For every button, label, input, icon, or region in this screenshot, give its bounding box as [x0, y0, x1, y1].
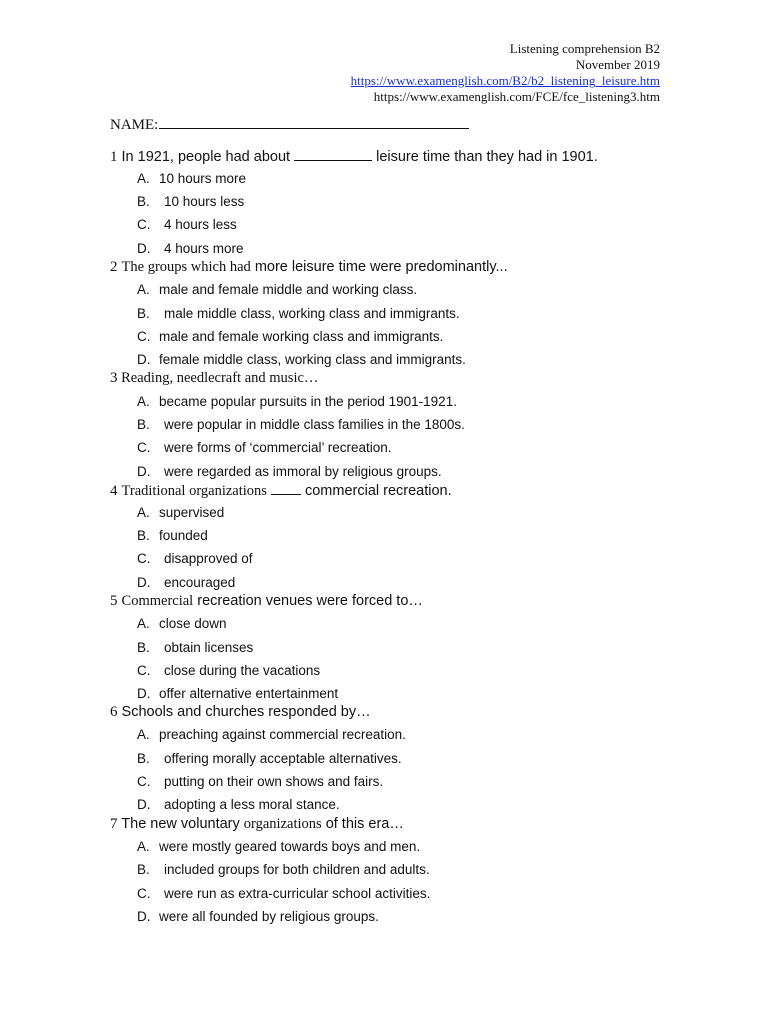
option-letter: B.	[137, 417, 150, 432]
option-1a[interactable]	[137, 171, 246, 186]
answer-blank	[271, 481, 301, 495]
question-4	[110, 481, 452, 500]
question-number: 3	[110, 370, 118, 386]
option-3a[interactable]	[137, 394, 457, 409]
header-date: November 2019	[575, 57, 660, 72]
option-3c[interactable]	[137, 440, 392, 455]
option-text: were all founded by religious groups.	[159, 909, 379, 924]
option-letter: A.	[137, 839, 150, 854]
option-6a[interactable]	[137, 727, 406, 742]
option-letter: C.	[137, 886, 151, 901]
option-letter: B.	[137, 640, 150, 655]
option-5a[interactable]	[137, 616, 227, 631]
option-2c[interactable]	[137, 329, 443, 344]
question-number: 1	[110, 149, 118, 165]
option-text: encouraged	[164, 575, 236, 590]
option-text: close during the vacations	[164, 663, 321, 678]
question-6	[110, 704, 371, 721]
option-text: 10 hours less	[164, 194, 245, 209]
question-text: The new voluntary	[121, 816, 240, 832]
option-text: were forms of ‘commercial’ recreation.	[164, 440, 392, 455]
option-letter: B.	[137, 751, 150, 766]
question-1	[110, 147, 598, 166]
option-text: were run as extra-curricular school activities.	[164, 886, 431, 901]
option-2d[interactable]	[137, 352, 466, 367]
option-text: supervised	[159, 505, 225, 520]
option-text: disapproved of	[164, 551, 253, 566]
option-letter: B.	[137, 306, 150, 321]
option-5c[interactable]	[137, 663, 320, 678]
option-letter: A.	[137, 394, 150, 409]
question-text: The groups which had	[121, 259, 251, 275]
option-letter: D.	[137, 241, 151, 256]
question-text: recreation venues were forced to…	[197, 593, 423, 609]
option-text: offering morally acceptable alternatives.	[164, 751, 402, 766]
question-text: leisure time than they had in 1901.	[376, 149, 598, 165]
question-text: of this era…	[325, 816, 404, 832]
option-text: became popular pursuits in the period 1901-1921.	[159, 394, 457, 409]
name-field	[110, 114, 469, 134]
option-5d[interactable]	[137, 686, 338, 701]
question-number: 5	[110, 593, 118, 609]
option-text: male and female working class and immigrants.	[159, 329, 444, 344]
question-number: 7	[110, 816, 118, 832]
option-text: were mostly geared towards boys and men.	[159, 839, 421, 854]
option-text: 10 hours more	[159, 171, 247, 186]
option-text: male and female middle and working class.	[159, 282, 418, 297]
option-letter: A.	[137, 727, 150, 742]
option-letter: A.	[137, 282, 150, 297]
option-letter: A.	[137, 171, 150, 186]
option-text: were popular in middle class families in the 1800s.	[164, 417, 465, 432]
question-text: organizations	[243, 816, 322, 832]
question-number: 4	[110, 483, 118, 499]
option-letter: D.	[137, 464, 151, 479]
option-1b[interactable]	[137, 194, 244, 209]
option-letter: B.	[137, 862, 150, 877]
option-4d[interactable]	[137, 575, 235, 590]
option-5b[interactable]	[137, 640, 253, 655]
option-text: obtain licenses	[164, 640, 254, 655]
option-text: included groups for both children and adults.	[164, 862, 430, 877]
answer-blank	[294, 147, 372, 161]
option-letter: C.	[137, 217, 151, 232]
option-letter: D.	[137, 352, 151, 367]
option-letter: D.	[137, 797, 151, 812]
option-letter: A.	[137, 505, 150, 520]
question-3	[110, 370, 318, 387]
header-title: Listening comprehension B2	[509, 41, 660, 56]
question-5	[110, 593, 423, 610]
option-text: 4 hours less	[164, 217, 237, 232]
option-text: founded	[159, 528, 208, 543]
name-blank[interactable]	[159, 114, 469, 129]
question-text: Reading, needlecraft and music…	[121, 370, 319, 386]
option-letter: C.	[137, 440, 151, 455]
option-letter: D.	[137, 909, 151, 924]
option-7b[interactable]	[137, 862, 430, 877]
option-4a[interactable]	[137, 505, 224, 520]
option-7d[interactable]	[137, 909, 379, 924]
option-2b[interactable]	[137, 306, 460, 321]
source-link-1[interactable]: https://www.examenglish.com/B2/b2_listening_leisure.htm	[350, 73, 660, 88]
option-letter: B.	[137, 194, 150, 209]
question-text: Schools and churches responded by…	[121, 704, 371, 720]
option-4c[interactable]	[137, 551, 253, 566]
option-text: female middle class, working class and immigrants.	[159, 352, 466, 367]
option-letter: D.	[137, 575, 151, 590]
option-7a[interactable]	[137, 839, 420, 854]
question-number: 6	[110, 704, 118, 720]
question-text: commercial recreation.	[304, 483, 452, 499]
option-letter: D.	[137, 686, 151, 701]
question-text: Commercial	[121, 593, 194, 609]
option-letter: C.	[137, 551, 151, 566]
option-text: putting on their own shows and fairs.	[164, 774, 384, 789]
option-letter: B.	[137, 528, 150, 543]
option-text: offer alternative entertainment	[159, 686, 339, 701]
document-header	[351, 41, 660, 105]
name-label: NAME:	[110, 117, 159, 133]
option-6d[interactable]	[137, 797, 340, 812]
option-letter: C.	[137, 663, 151, 678]
option-letter: A.	[137, 616, 150, 631]
option-2a[interactable]	[137, 282, 417, 297]
option-text: 4 hours more	[164, 241, 244, 256]
source-link-2: https://www.examenglish.com/FCE/fce_listening3.htm	[373, 89, 660, 104]
question-number: 2	[110, 259, 118, 275]
option-text: male middle class, working class and immigrants.	[164, 306, 460, 321]
question-7	[110, 816, 404, 833]
option-letter: C.	[137, 774, 151, 789]
option-letter: C.	[137, 329, 151, 344]
option-3b[interactable]	[137, 417, 465, 432]
option-3d[interactable]	[137, 464, 442, 479]
question-text: In 1921, people had about	[121, 149, 291, 165]
option-text: adopting a less moral stance.	[164, 797, 340, 812]
question-2	[110, 259, 508, 276]
question-text: more leisure time were predominantly...	[254, 259, 508, 275]
option-6c[interactable]	[137, 774, 383, 789]
option-7c[interactable]	[137, 886, 430, 901]
question-text: Traditional organizations	[121, 483, 267, 499]
option-6b[interactable]	[137, 751, 402, 766]
option-1d[interactable]	[137, 241, 244, 256]
option-text: close down	[159, 616, 227, 631]
option-text: were regarded as immoral by religious groups.	[164, 464, 442, 479]
option-1c[interactable]	[137, 217, 237, 232]
option-4b[interactable]	[137, 528, 208, 543]
option-text: preaching against commercial recreation.	[159, 727, 406, 742]
